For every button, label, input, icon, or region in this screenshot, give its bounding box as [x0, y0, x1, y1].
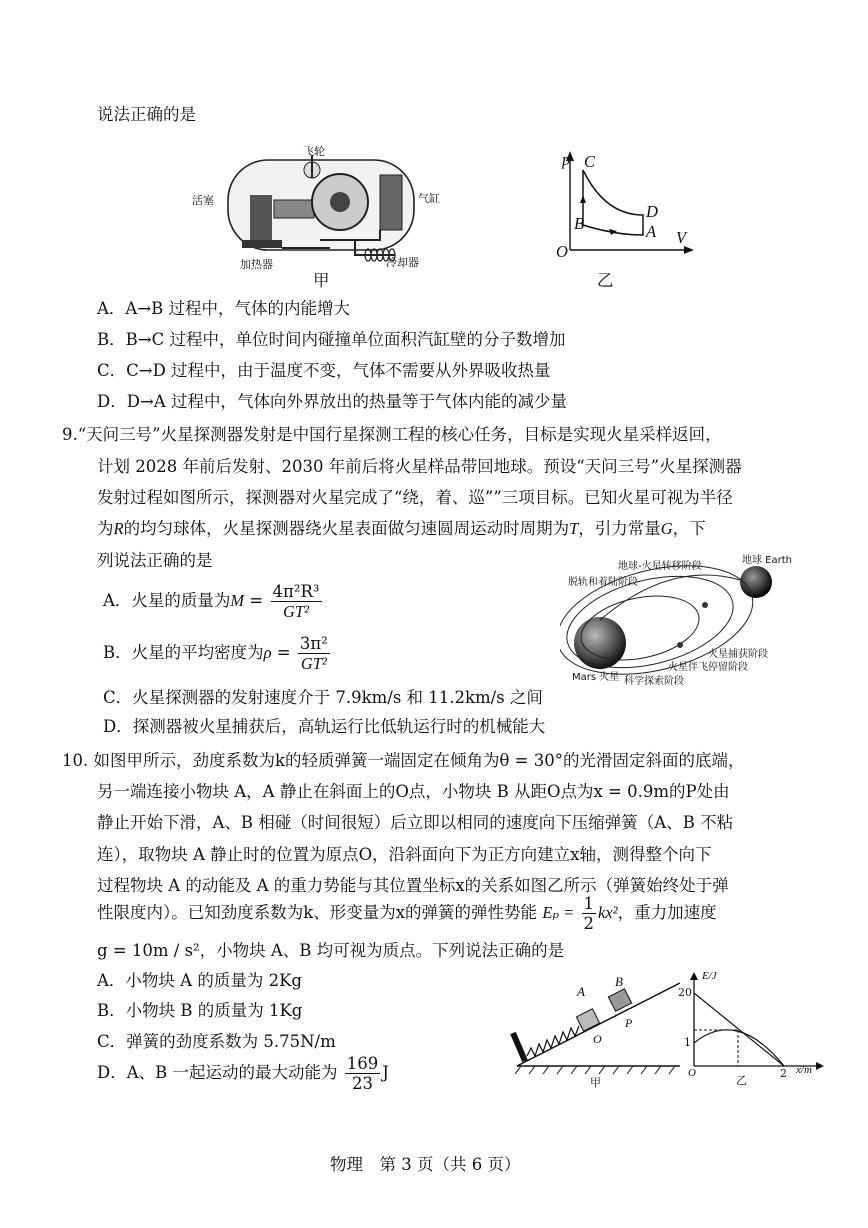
capture-stage-label: 火星捕获阶段	[708, 649, 768, 660]
q9-option-a-fraction	[271, 582, 322, 621]
graph-tick-1: 1	[684, 1036, 691, 1049]
q9-line-5: 列说法正确的是	[97, 551, 213, 570]
q9-option-a-lhs: M	[230, 591, 245, 610]
q8-option-b: B．B→C 过程中，单位时间内碰撞单位面积汽缸壁的分子数增加	[97, 330, 566, 349]
fraction-denominator: 23	[352, 1074, 374, 1093]
q8-option-c: C．C→D 过程中，由于温度不变，气体不需要从外界吸收热量	[97, 361, 551, 380]
q9-option-b-fraction	[298, 634, 330, 673]
max-kinetic-fraction	[345, 1054, 381, 1093]
q9-line-4-d: ，下	[672, 519, 706, 538]
q8-intro: 说法正确的是	[97, 105, 196, 124]
fraction-denominator: GT²	[300, 654, 327, 673]
cylinder-label: 气缸	[418, 192, 440, 205]
q9-line-4-a: 为	[97, 519, 114, 538]
graph-x-label: x/m	[796, 1064, 812, 1076]
graph-origin: O	[688, 1067, 696, 1079]
energy-graph-figure	[672, 968, 832, 1088]
q10-option-a: A．小物块 A 的质量为 2Kg	[97, 971, 302, 990]
q10-line-7: g = 10m / s²，小物块 A、B 均可视为质点。下列说法正确的是	[97, 941, 565, 960]
q10-line-4: 连），取物块 A 静止时的位置为原点O，沿斜面向下为正方向建立x轴，测得整个向下	[97, 845, 712, 864]
q10-option-d	[97, 1054, 389, 1093]
q10-line-2: 另一端连接小物块 A，A 静止在斜面上的O点，小物块 B 从距O点为x = 0.9m的P处由	[97, 782, 730, 801]
q10-line-6-b: ，重力加速度	[617, 903, 717, 922]
q9-option-a: A．火星的质量为M = $\frac{\text{4π²R³}}{\text{GT²}}$	[103, 582, 320, 621]
kx-squared: kx²	[598, 903, 618, 922]
q10-line-6-a: 性限度内）。已知劲度系数为k、形变量为x的弹簧的弹性势能	[97, 903, 538, 922]
half-fraction	[582, 894, 597, 933]
q9-option-c: C．火星探测器的发射速度介于 7.9km/s 和 11.2km/s 之间	[103, 688, 543, 707]
q9-line-4-c: ，引力常量	[578, 519, 661, 538]
q9-line-3: 发射过程如图所示，探测器对火星完成了“绕，着、巡””三项目标。已知火星可视为半径	[97, 488, 733, 507]
symbol-g: G	[660, 519, 673, 538]
figure-yi-caption: 乙	[597, 271, 614, 290]
q10-line-3: 静止开始下滑，A、B 相碰（时间很短）后立即以相同的速度向下压缩弹簧（A、B 不粘	[97, 813, 734, 832]
q10-line-5: 过程物块 A 的动能及 A 的重力势能与其位置坐标x的关系如图乙所示（弹簧始终处于弹	[97, 876, 729, 895]
q9-line-4	[97, 518, 706, 540]
q9-option-a-text: A．火星的质量为	[103, 591, 231, 610]
symbol-r: R	[113, 519, 124, 538]
block-b-label: B	[615, 974, 623, 989]
pv-point-a: A	[646, 222, 657, 241]
pv-point-b: B	[574, 214, 585, 233]
flywheel-label: 飞轮	[303, 145, 325, 158]
symbol-t: T	[569, 519, 579, 538]
graph-y-label: E/J	[702, 970, 717, 982]
page-footer: 物理 第 3 页（共 6 页）	[330, 1155, 521, 1174]
fraction-numerator: 1	[583, 894, 594, 913]
q10-option-d-text: D．A、B 一起运动的最大动能为	[97, 1063, 338, 1082]
cooler-label: 冷却器	[386, 256, 419, 269]
q9-option-b-lhs: ρ	[263, 643, 272, 662]
block-a-label: A	[577, 984, 585, 999]
q9-line-2: 计划 2028 年前后发射、2030 年前后将火星样品带回地球。预设“天问三号”火星探测器	[97, 457, 742, 476]
figure-yi-caption-10: 乙	[736, 1074, 747, 1087]
pv-origin: O	[556, 242, 568, 261]
graph-tick-x2: 2	[780, 1067, 787, 1080]
q10-option-c: C．弹簧的劲度系数为 5.75N/m	[97, 1032, 336, 1051]
q8-option-d: D．D→A 过程中，气体向外界放出的热量等于气体内能的减少量	[97, 392, 567, 411]
pv-point-d: D	[646, 202, 658, 221]
elastic-energy-symbol: Eₚ =	[542, 903, 575, 922]
pv-axis-v: V	[676, 228, 687, 247]
q10-line-6	[97, 894, 717, 933]
q8-option-a: A．A→B 过程中，气体的内能增大	[97, 299, 351, 318]
piston-label: 活塞	[192, 194, 214, 207]
fraction-numerator: 3π²	[299, 634, 328, 653]
figure-jia-caption: 甲	[313, 271, 330, 290]
point-p-label: P	[625, 1016, 633, 1030]
energy-unit: J	[382, 1063, 389, 1082]
q10-line-1: 10. 如图甲所示，劲度系数为k的轻质弹簧一端固定在倾角为θ = 30°的光滑固定斜面的底端，	[62, 751, 745, 770]
q9-option-d: D．探测器被火星捕获后，高轨运行比低轨运行时的机械能大	[103, 717, 546, 736]
mars-label: Mars 火星	[572, 672, 620, 683]
fraction-denominator: 2	[583, 914, 594, 933]
science-stage-label: 科学探索阶段	[624, 676, 684, 687]
fraction-numerator: 4π²R³	[272, 582, 320, 601]
q9-option-b: B．火星的平均密度为ρ = $\frac{\text{3π²}}{\text{GT²}}$	[103, 634, 328, 673]
point-o-label: O	[593, 1032, 602, 1046]
earth-label: 地球 Earth	[742, 555, 792, 566]
mars-mission-figure	[560, 550, 805, 685]
parking-stage-label: 火星伴飞停留阶段	[668, 662, 748, 673]
pv-axis-p: p	[562, 150, 571, 169]
deorbit-stage-label: 脱轨和着陆阶段	[568, 577, 638, 588]
heat-engine-figure	[190, 140, 440, 290]
q9-line-4-b: 的均匀球体，火星探测器绕火星表面做匀速圆周运动时周期为	[123, 519, 570, 538]
fraction-denominator: GT²	[282, 602, 310, 621]
incline-spring-figure	[505, 974, 685, 1089]
transfer-stage-label: 地球-火星转移阶段	[618, 561, 702, 572]
fraction-numerator: 169	[346, 1054, 379, 1073]
q10-option-b: B．小物块 B 的质量为 1Kg	[97, 1001, 303, 1020]
graph-tick-20: 20	[678, 986, 692, 999]
figure-jia-caption-10: 甲	[590, 1076, 601, 1089]
pv-point-c: C	[584, 152, 596, 171]
q9-line-1: 9.“天问三号”火星探测器发射是中国行星探测工程的核心任务，目标是实现火星采样返回，	[62, 425, 722, 444]
heater-label: 加热器	[240, 258, 273, 271]
q9-option-b-text: B．火星的平均密度为	[103, 643, 264, 662]
